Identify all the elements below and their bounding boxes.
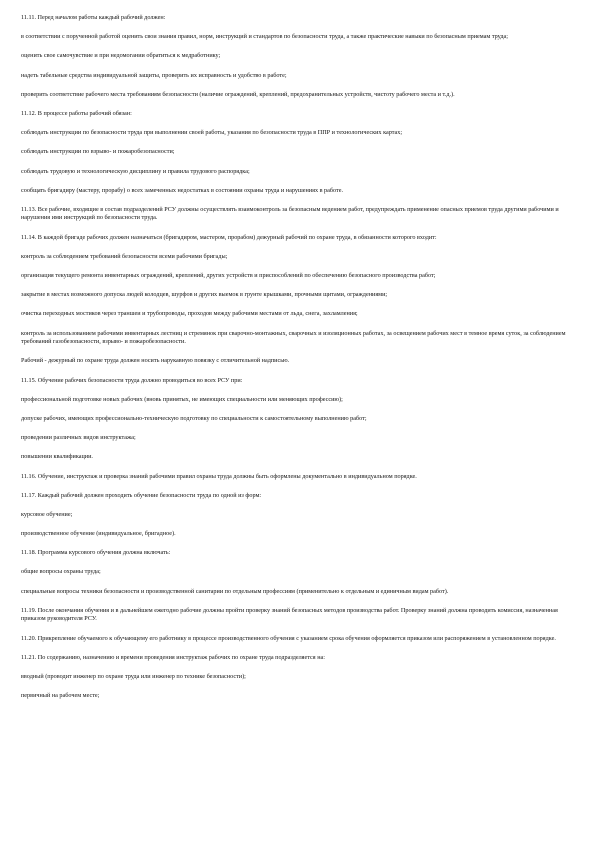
para-11-17-heading: 11.17. Каждый рабочий должен проходить обучение безопасности труда по одной из форм: xyxy=(21,491,262,499)
para-armband: Рабочий - дежурный по охране труда должен носить нарукавную повязку с отличительной надписью. xyxy=(21,357,290,365)
para-protective-equipment: надеть табельные средства индивидуальной защиты, проверить их исправность и удобство в работе; xyxy=(21,71,287,79)
para-discipline: соблюдать трудовую и технологическую дисциплину и правила трудового распорядка; xyxy=(21,167,250,175)
para-professional-training: профессиональной подготовке новых рабочих (вновь принятых, не имеющих специальности или меняющих профессию); xyxy=(21,395,343,403)
para-course-training: курсовое обучение; xyxy=(21,510,73,518)
para-workplace-check: проверить соответствие рабочего места требованиям безопасности (наличие ограждений, креплений, предохранительных устройств, чистоту рабочего места и т.д.). xyxy=(21,90,455,98)
para-cover-openings: закрытие в местах возможного допуска людей колодцев, шурфов и других выемок в грунте крышками, прочными щитами, ограждениями; xyxy=(21,291,388,299)
para-admission: допуске рабочих, имеющих профессионально-техническую подготовку по специальности к самостоятельному выполнению работ; xyxy=(21,414,367,422)
para-fire-safety: соблюдать инструкции по взрыво- и пожаробезопасности; xyxy=(21,148,175,156)
para-11-15-heading: 11.15. Обучение рабочих безопасности труда должно проводиться во всех РСУ при: xyxy=(21,376,243,384)
para-repair-organization: организация текущего ремонта инвентарных ограждений, креплений, других устройств и приспособлений по обеспечению безопасного производства работ; xyxy=(21,272,436,280)
para-control-requirements: контроль за соблюдением требований безопасности всеми рабочими бригады; xyxy=(21,252,228,260)
para-clean-walkways: очистка переходных мостиков через траншеи и трубопроводы, проходов между рабочими местами от льда, снега, захламления; xyxy=(21,310,358,318)
para-11-20: 11.20. Прикрепление обучаемого к обучающему его работнику в процессе производственного обучения с указанием срока обучения оформляется приказом или распоряжением в установленном порядке. xyxy=(21,634,556,642)
para-knowledge-assessment: в соответствии с порученной работой оценить свои знания правил, норм, инструкций и стандартов по безопасности труда, а также практические навыки по безопасным приемам труда; xyxy=(21,33,508,41)
para-11-12-heading: 11.12. В процессе работы рабочий обязан: xyxy=(21,109,132,117)
para-11-13: 11.13. Все рабочие, входящие в состав подразделений РСУ должны осуществлять взаимоконтроль за безопасным ведением работ, предупреждать применение опасных приемов труда другими рабочими и нарушения ими инструкций по безопасности труда. xyxy=(21,205,559,222)
para-11-18-heading: 11.18. Программа курсового обучения должна включать: xyxy=(21,549,171,557)
para-introductory: вводный (проводит инженер по охране труда или инженер по технике безопасности); xyxy=(21,672,246,680)
document-page xyxy=(21,14,577,711)
para-wellbeing: оценить свое самочувствие и при недомогании обратиться к медработнику; xyxy=(21,52,221,60)
para-11-19: 11.19. После окончания обучения и в дальнейшем ежегодно рабочие должны пройти проверку знаний безопасных методов производства работ. Проверку знаний должна проводить комиссия, назначенная приказом руководителя РСУ. xyxy=(21,606,558,623)
para-briefings: проведении различных видов инструктажа; xyxy=(21,434,136,442)
para-11-16: 11.16. Обучение, инструктаж и проверка знаний рабочими правил охраны труда должны быть оформлены документально в индивидуальном порядке. xyxy=(21,472,417,480)
para-qualification: повышении квалификации. xyxy=(21,453,93,461)
para-report-defects: сообщать бригадиру (мастеру, прорабу) о всех замеченных недостатках в состоянии охраны труда и нарушениях в работе. xyxy=(21,186,344,194)
para-follow-instructions: соблюдать инструкции по безопасности труда при выполнении своей работы, указания по безопасности труда в ППР и технологических картах; xyxy=(21,129,403,137)
para-general-questions: общие вопросы охраны труда; xyxy=(21,568,101,576)
para-production-training: производственное обучение (индивидуальное, бригадное). xyxy=(21,530,176,538)
para-11-11-heading: 11.11. Перед началом работы каждый рабочий должен: xyxy=(21,14,166,21)
para-primary-workplace: первичный на рабочем месте; xyxy=(21,692,100,700)
para-11-14-heading: 11.14. В каждой бригаде рабочих должен назначаться (бригадиром, мастером, прорабом) дежурный рабочий по охране труда, в обязанности которого входит: xyxy=(21,233,437,241)
para-11-21-heading: 11.21. По содержанию, назначению и времени проведения инструктаж рабочих по охране труда подразделяется на: xyxy=(21,653,325,661)
para-special-questions: специальные вопросы техники безопасности и производственной санитарии по отдельным профессиям (применительно к отдельным и единичным видам работ). xyxy=(21,587,449,595)
para-ladder-control: контроль за использованием рабочими инвентарных лестниц и стремянок при сварочно-монтажных, сварочных и изоляционных работах, за освещением рабочих мест в темное время суток, за соблюдением требований газобезопасности, взрыво- и пожаробезопасности. xyxy=(21,329,566,346)
